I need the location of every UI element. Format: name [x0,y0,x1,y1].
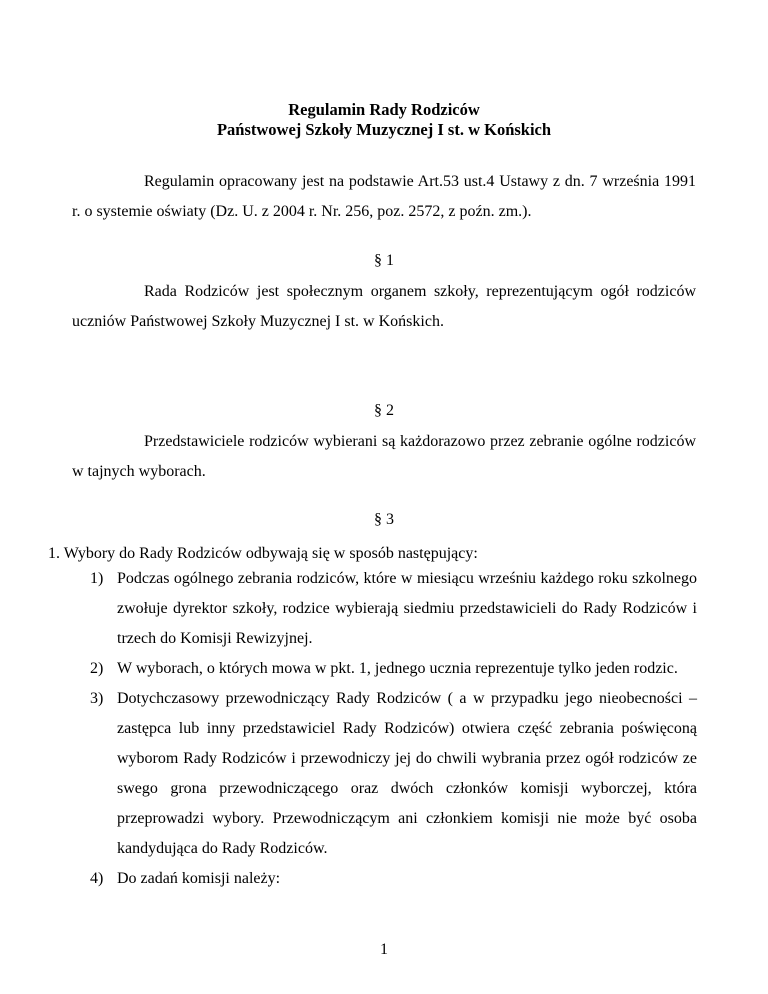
list-item-text: Podczas ogólnego zebrania rodziców, które w miesiącu wrześniu każdego roku szkolnego zwołuje dyrektor szkoły, rodzice wybierają siedmiu przedstawicieli do Rady Rodziców i trzech do Komisji Rewizyjnej. [117,570,697,647]
list-item-number: 2) [90,660,104,677]
list-item-number: 3) [90,690,104,707]
intro-paragraph: Regulamin opracowany jest na podstawie Art.53 ust.4 Ustawy z dn. 7 września 1991 r. o systemie oświaty (Dz. U. z 2004 r. Nr. 256, poz. 2572, z poźn. zm.). [72,173,696,220]
list-item [90,564,697,654]
list-item [90,684,697,864]
election-rules-list [90,564,697,894]
section-3-heading: § 3 [374,511,394,528]
document-title: Regulamin Rady Rodziców [288,100,480,119]
document-subtitle: Państwowej Szkoły Muzycznej I st. w Końskich [216,120,552,139]
list-item-number: 4) [90,870,104,887]
section-1-text: Rada Rodziców jest społecznym organem szkoły, reprezentującym ogół rodziców uczniów Państwowej Szkoły Muzycznej I st. w Końskich. [72,283,696,330]
list-item-text: Do zadań komisji należy: [117,870,281,887]
list-item-text: W wyborach, o których mowa w pkt. 1, jednego ucznia reprezentuje tylko jeden rodzic. [117,660,678,677]
section-2-text: Przedstawiciele rodziców wybierani są każdorazowo przez zebranie ogólne rodziców w tajnych wyborach. [72,433,696,480]
section-3-lead: 1. Wybory do Rady Rodziców odbywają się w sposób następujący: [48,545,478,562]
list-item [90,654,697,684]
page-number: 1 [380,941,388,958]
section-2-heading: § 2 [374,402,394,419]
section-1-heading: § 1 [374,252,394,269]
list-item [90,864,697,894]
list-item-text: Dotychczasowy przewodniczący Rady Rodziców ( a w przypadku jego nieobecności – zastępca lub inny przedstawiciel Rady Rodziców) otwiera część zebrania poświęconą wyborom Rady Rodziców i przewodniczy jej do chwili wybrania przez ogół rodziców ze swego grona przewodniczącego oraz dwóch członków komisji wyborczej, która przeprowadzi wybory. Przewodniczącym ani członkiem komisji nie może być osoba kandydująca do Rady Rodziców. [117,690,697,857]
list-item-number: 1) [90,570,104,587]
